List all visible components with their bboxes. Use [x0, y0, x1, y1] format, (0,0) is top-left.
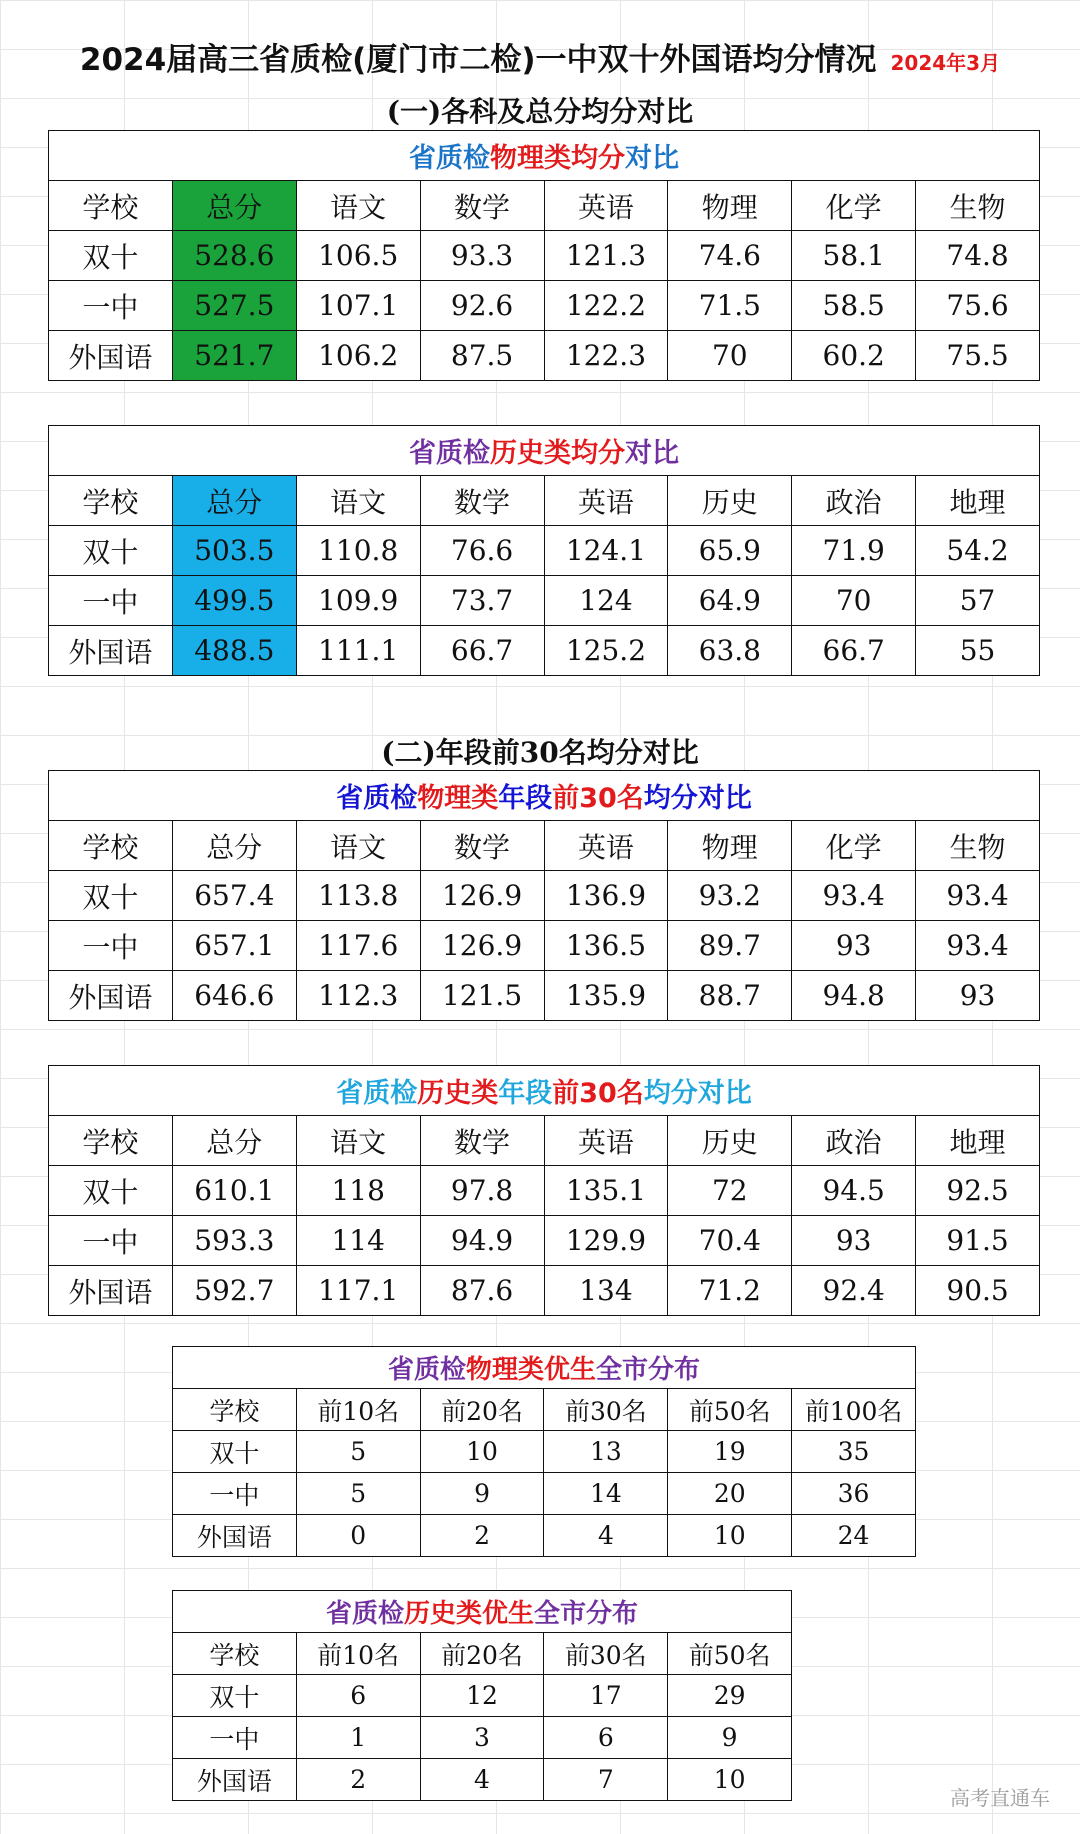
score-cell: 3	[420, 1717, 544, 1759]
table-row	[173, 1515, 916, 1557]
score-cell: 126.9	[420, 921, 544, 971]
score-cell: 55	[916, 626, 1040, 676]
column-header: 学校	[173, 1389, 297, 1431]
score-cell: 488.5	[172, 626, 296, 676]
score-cell: 135.1	[544, 1166, 668, 1216]
table-history-top-students	[172, 1590, 792, 1801]
score-cell: 528.6	[172, 231, 296, 281]
score-cell: 12	[420, 1675, 544, 1717]
table-row	[49, 971, 1040, 1021]
score-cell: 1	[296, 1717, 420, 1759]
column-header: 数学	[420, 476, 544, 526]
title-text: 2024届高三省质检(厦门市二检)一中双十外国语均分情况	[79, 42, 877, 78]
score-cell: 121.5	[420, 971, 544, 1021]
table-caption-row	[173, 1347, 916, 1389]
score-cell: 121.3	[544, 231, 668, 281]
caption-segment: 对比	[625, 438, 679, 469]
table-row	[49, 526, 1040, 576]
score-cell: 36	[792, 1473, 916, 1515]
column-header: 地理	[916, 476, 1040, 526]
score-cell: 521.7	[172, 331, 296, 381]
score-cell: 65.9	[668, 526, 792, 576]
score-cell: 66.7	[792, 626, 916, 676]
score-cell: 122.2	[544, 281, 668, 331]
table-row	[49, 921, 1040, 971]
score-cell: 89.7	[668, 921, 792, 971]
score-cell: 114	[296, 1216, 420, 1266]
school-cell: 一中	[49, 921, 173, 971]
column-header: 政治	[792, 1116, 916, 1166]
caption-segment: 物理类	[417, 783, 499, 814]
score-cell: 657.4	[172, 871, 296, 921]
school-cell: 一中	[49, 576, 173, 626]
caption-segment: 省质检	[409, 143, 490, 174]
score-cell: 74.6	[668, 231, 792, 281]
score-cell: 7	[544, 1759, 668, 1801]
table-history-top30	[48, 1065, 1040, 1316]
score-cell: 94.5	[792, 1166, 916, 1216]
table-header-row	[49, 1116, 1040, 1166]
column-header: 生物	[916, 821, 1040, 871]
score-cell: 73.7	[420, 576, 544, 626]
column-header: 总分	[172, 181, 296, 231]
score-cell: 122.3	[544, 331, 668, 381]
table-caption-row	[49, 131, 1040, 181]
column-header: 数学	[420, 821, 544, 871]
table-physics-top30	[48, 770, 1040, 1021]
page-title	[0, 34, 1080, 79]
table-caption-row	[49, 771, 1040, 821]
score-cell: 70	[792, 576, 916, 626]
column-header: 政治	[792, 476, 916, 526]
score-cell: 87.6	[420, 1266, 544, 1316]
score-cell: 106.2	[296, 331, 420, 381]
score-cell: 136.5	[544, 921, 668, 971]
school-cell: 一中	[49, 281, 173, 331]
caption-segment: 物理类优生	[465, 1355, 596, 1385]
table-history-avg	[48, 425, 1040, 676]
table-header-row	[173, 1389, 916, 1431]
column-header: 前50名	[668, 1633, 792, 1675]
column-header: 语文	[296, 821, 420, 871]
score-cell: 125.2	[544, 626, 668, 676]
column-header: 化学	[792, 181, 916, 231]
score-cell: 6	[544, 1717, 668, 1759]
score-cell: 610.1	[172, 1166, 296, 1216]
score-cell: 93.4	[916, 871, 1040, 921]
school-cell: 双十	[49, 1166, 173, 1216]
column-header: 数学	[420, 181, 544, 231]
score-cell: 63.8	[668, 626, 792, 676]
score-cell: 2	[296, 1759, 420, 1801]
score-cell: 13	[544, 1431, 668, 1473]
score-cell: 593.3	[172, 1216, 296, 1266]
score-cell: 136.9	[544, 871, 668, 921]
score-cell: 72	[668, 1166, 792, 1216]
column-header: 前20名	[420, 1389, 544, 1431]
column-header: 英语	[544, 476, 668, 526]
column-header: 前30名	[544, 1389, 668, 1431]
score-cell: 109.9	[296, 576, 420, 626]
score-cell: 2	[420, 1515, 544, 1557]
table-caption	[173, 1347, 916, 1389]
column-header: 历史	[668, 1116, 792, 1166]
caption-segment: 全市分布	[534, 1599, 639, 1629]
caption-segment: 年段	[498, 1078, 553, 1109]
table-caption-row	[173, 1591, 792, 1633]
score-cell: 592.7	[172, 1266, 296, 1316]
column-header: 化学	[792, 821, 916, 871]
column-header: 学校	[49, 821, 173, 871]
score-cell: 93	[916, 971, 1040, 1021]
caption-segment: 对比	[625, 143, 679, 174]
school-cell: 双十	[49, 526, 173, 576]
column-header: 学校	[49, 181, 173, 231]
table-row	[173, 1675, 792, 1717]
school-cell: 外国语	[49, 331, 173, 381]
table-caption	[49, 131, 1040, 181]
score-cell: 58.5	[792, 281, 916, 331]
score-cell: 6	[296, 1675, 420, 1717]
table-caption	[173, 1591, 792, 1633]
table-header-row	[173, 1633, 792, 1675]
score-cell: 71.9	[792, 526, 916, 576]
score-cell: 60.2	[792, 331, 916, 381]
score-cell: 58.1	[792, 231, 916, 281]
score-cell: 93.4	[792, 871, 916, 921]
school-cell: 双十	[49, 871, 173, 921]
score-cell: 76.6	[420, 526, 544, 576]
score-cell: 124.1	[544, 526, 668, 576]
watermark: 高考直通车	[950, 1786, 1050, 1810]
caption-segment: 历史类优生	[403, 1599, 534, 1629]
school-cell: 外国语	[49, 626, 173, 676]
table-row	[49, 576, 1040, 626]
table-caption	[49, 1066, 1040, 1116]
column-header: 语文	[296, 476, 420, 526]
table-row	[49, 1266, 1040, 1316]
table-row	[49, 231, 1040, 281]
school-cell: 一中	[49, 1216, 173, 1266]
school-cell: 双十	[173, 1675, 297, 1717]
score-cell: 94.8	[792, 971, 916, 1021]
column-header: 学校	[49, 1116, 173, 1166]
caption-segment: 全市分布	[596, 1355, 701, 1385]
caption-segment: 年段	[498, 783, 553, 814]
score-cell: 117.1	[296, 1266, 420, 1316]
score-cell: 657.1	[172, 921, 296, 971]
score-cell: 93	[792, 921, 916, 971]
score-cell: 74.8	[916, 231, 1040, 281]
caption-segment: 省质检	[387, 1355, 466, 1385]
table-header-row	[49, 476, 1040, 526]
column-header: 总分	[172, 476, 296, 526]
score-cell: 75.6	[916, 281, 1040, 331]
score-cell: 88.7	[668, 971, 792, 1021]
score-cell: 10	[420, 1431, 544, 1473]
table-row	[49, 1216, 1040, 1266]
score-cell: 57	[916, 576, 1040, 626]
score-cell: 499.5	[172, 576, 296, 626]
table-row	[49, 281, 1040, 331]
table-row	[173, 1717, 792, 1759]
column-header: 语文	[296, 1116, 420, 1166]
score-cell: 19	[668, 1431, 792, 1473]
score-cell: 9	[668, 1717, 792, 1759]
column-header: 前10名	[296, 1389, 420, 1431]
score-cell: 4	[420, 1759, 544, 1801]
column-header: 总分	[172, 1116, 296, 1166]
column-header: 历史	[668, 476, 792, 526]
score-cell: 71.5	[668, 281, 792, 331]
section-title-2: (二)年段前30名均分对比	[381, 736, 699, 769]
school-cell: 一中	[173, 1717, 297, 1759]
score-cell: 91.5	[916, 1216, 1040, 1266]
score-cell: 92.4	[792, 1266, 916, 1316]
column-header: 物理	[668, 821, 792, 871]
score-cell: 54.2	[916, 526, 1040, 576]
table-row	[49, 1166, 1040, 1216]
column-header: 前50名	[668, 1389, 792, 1431]
score-cell: 66.7	[420, 626, 544, 676]
column-header: 学校	[173, 1633, 297, 1675]
caption-segment: 省质检	[336, 1078, 418, 1109]
score-cell: 503.5	[172, 526, 296, 576]
table-row	[173, 1431, 916, 1473]
score-cell: 135.9	[544, 971, 668, 1021]
column-header: 语文	[296, 181, 420, 231]
score-cell: 64.9	[668, 576, 792, 626]
score-cell: 9	[420, 1473, 544, 1515]
score-cell: 90.5	[916, 1266, 1040, 1316]
school-cell: 外国语	[173, 1515, 297, 1557]
score-cell: 129.9	[544, 1216, 668, 1266]
caption-segment: 省质检	[325, 1599, 404, 1629]
column-header: 总分	[172, 821, 296, 871]
caption-segment: 前30名	[552, 1078, 644, 1109]
column-header: 物理	[668, 181, 792, 231]
score-cell: 87.5	[420, 331, 544, 381]
score-cell: 10	[668, 1759, 792, 1801]
score-cell: 112.3	[296, 971, 420, 1021]
table-physics-top-students	[172, 1346, 916, 1557]
caption-segment: 省质检	[336, 783, 418, 814]
score-cell: 117.6	[296, 921, 420, 971]
table-row	[173, 1473, 916, 1515]
table-header-row	[49, 181, 1040, 231]
score-cell: 118	[296, 1166, 420, 1216]
column-header: 数学	[420, 1116, 544, 1166]
score-cell: 5	[296, 1431, 420, 1473]
table-caption-row	[49, 1066, 1040, 1116]
score-cell: 527.5	[172, 281, 296, 331]
school-cell: 外国语	[173, 1759, 297, 1801]
score-cell: 5	[296, 1473, 420, 1515]
score-cell: 97.8	[420, 1166, 544, 1216]
school-cell: 一中	[173, 1473, 297, 1515]
score-cell: 70	[668, 331, 792, 381]
section-title-1: (一)各科及总分均分对比	[386, 95, 694, 128]
score-cell: 75.5	[916, 331, 1040, 381]
score-cell: 111.1	[296, 626, 420, 676]
score-cell: 29	[668, 1675, 792, 1717]
table-row	[173, 1759, 792, 1801]
score-cell: 93.4	[916, 921, 1040, 971]
score-cell: 4	[544, 1515, 668, 1557]
score-cell: 126.9	[420, 871, 544, 921]
score-cell: 14	[544, 1473, 668, 1515]
score-cell: 106.5	[296, 231, 420, 281]
score-cell: 24	[792, 1515, 916, 1557]
caption-segment: 历史类	[417, 1078, 499, 1109]
column-header: 前30名	[544, 1633, 668, 1675]
column-header: 英语	[544, 821, 668, 871]
score-cell: 124	[544, 576, 668, 626]
column-header: 前10名	[296, 1633, 420, 1675]
column-header: 地理	[916, 1116, 1040, 1166]
school-cell: 双十	[173, 1431, 297, 1473]
score-cell: 92.5	[916, 1166, 1040, 1216]
column-header: 学校	[49, 476, 173, 526]
score-cell: 94.9	[420, 1216, 544, 1266]
caption-segment: 前30名	[552, 783, 644, 814]
score-cell: 93.3	[420, 231, 544, 281]
table-caption	[49, 426, 1040, 476]
column-header: 前100名	[792, 1389, 916, 1431]
title-date: 2024年3月	[890, 51, 1001, 75]
score-cell: 70.4	[668, 1216, 792, 1266]
score-cell: 113.8	[296, 871, 420, 921]
school-cell: 外国语	[49, 971, 173, 1021]
table-physics-avg	[48, 130, 1040, 381]
caption-segment: 省质检	[409, 438, 490, 469]
column-header: 前20名	[420, 1633, 544, 1675]
table-caption-row	[49, 426, 1040, 476]
score-cell: 0	[296, 1515, 420, 1557]
score-cell: 134	[544, 1266, 668, 1316]
column-header: 英语	[544, 1116, 668, 1166]
column-header: 英语	[544, 181, 668, 231]
column-header: 生物	[916, 181, 1040, 231]
school-cell: 双十	[49, 231, 173, 281]
score-cell: 92.6	[420, 281, 544, 331]
table-header-row	[49, 821, 1040, 871]
score-cell: 646.6	[172, 971, 296, 1021]
score-cell: 20	[668, 1473, 792, 1515]
score-cell: 93.2	[668, 871, 792, 921]
score-cell: 10	[668, 1515, 792, 1557]
score-cell: 93	[792, 1216, 916, 1266]
score-cell: 71.2	[668, 1266, 792, 1316]
school-cell: 外国语	[49, 1266, 173, 1316]
table-row	[49, 871, 1040, 921]
caption-segment: 均分对比	[643, 783, 752, 814]
score-cell: 35	[792, 1431, 916, 1473]
score-cell: 110.8	[296, 526, 420, 576]
caption-segment: 均分对比	[643, 1078, 752, 1109]
score-cell: 107.1	[296, 281, 420, 331]
table-caption	[49, 771, 1040, 821]
caption-segment: 历史类均分	[490, 438, 625, 469]
score-cell: 17	[544, 1675, 668, 1717]
caption-segment: 物理类均分	[490, 143, 625, 174]
table-row	[49, 626, 1040, 676]
table-row	[49, 331, 1040, 381]
